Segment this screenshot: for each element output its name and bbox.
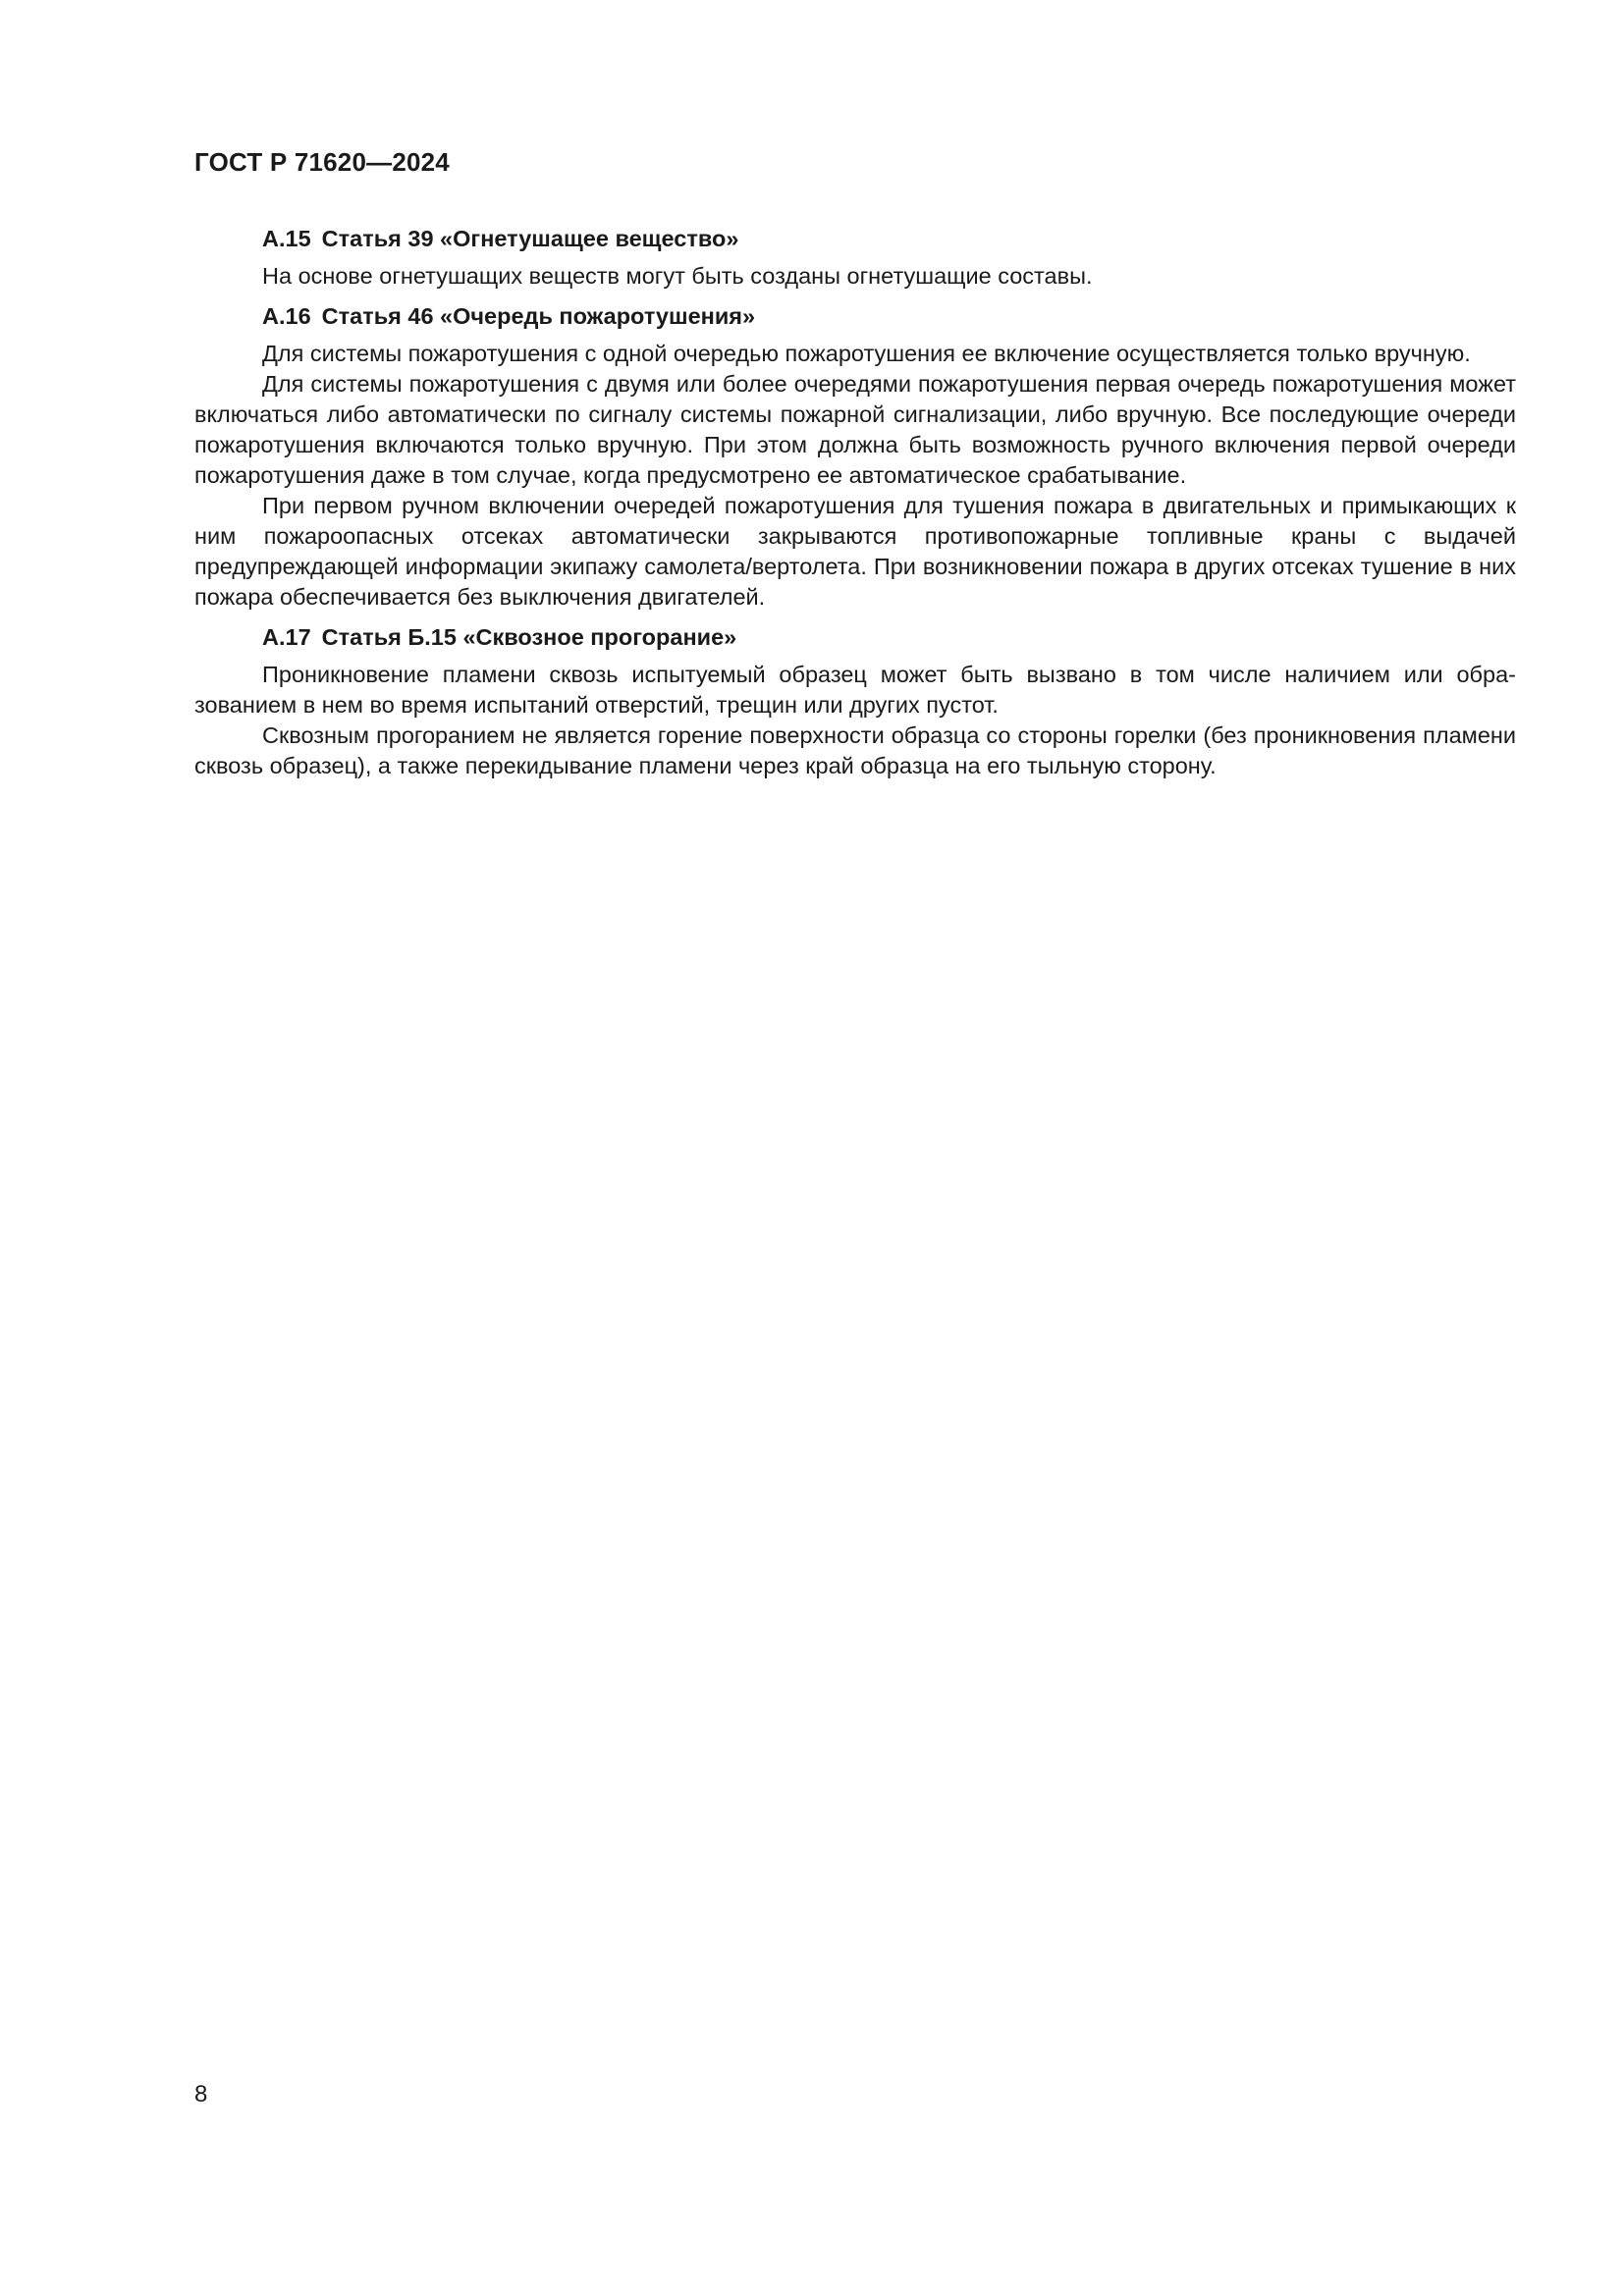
section-title: Статья Б.15 «Сквозное прогорание» [321, 624, 737, 650]
paragraph: Сквозным прогоранием не является горение поверхности образца со стороны горелки (без проникновения пламени сквозь образец), а также перекидывание пламени через край образца на его тыльную сторону. [194, 722, 1516, 778]
document-header: ГОСТ Р 71620—2024 [194, 147, 450, 177]
section-number: А.16 [262, 303, 311, 329]
page-number: 8 [194, 2081, 208, 2108]
document-body [194, 224, 1516, 791]
section-a17 [194, 622, 1516, 781]
section-a16 [194, 301, 1516, 613]
paragraph: При первом ручном включении очередей пожаротушения для тушения пожара в двигательных и примыкающих к ним пожароопасных отсеках автоматически закрываются противопожарные топливные краны с выдачей предупреждающей информации экипажу самолета/вертолета. При возникновении пожара в других отсеках тушение в них пожара обеспечивается без выключения двигателей. [194, 493, 1516, 610]
section-number: А.15 [262, 226, 311, 251]
section-title: Статья 46 «Очередь пожаротушения» [321, 303, 756, 329]
section-heading [194, 622, 1516, 653]
paragraph: Для системы пожаротушения с одной очередью пожаротушения ее включение осуществляется только вручную. [262, 341, 1471, 366]
section-a15 [194, 224, 1516, 292]
section-heading [194, 301, 1516, 332]
paragraph: Для системы пожаротушения с двумя или более очередями пожаротушения первая очередь пожаротушения может включаться либо автоматически по сигналу системы пожарной сигнализации, либо вручную. Все последующие очереди пожаротушения включаются только вручную. При этом должна быть возможность ручного включения первой очереди пожаротушения даже в том случае, когда предусмотрено ее автоматическое срабатывание. [194, 371, 1516, 488]
section-heading [194, 224, 1516, 254]
paragraph: На основе огнетушащих веществ могут быть созданы огнетушащие составы. [262, 263, 1093, 289]
paragraph: Проникновение пламени сквозь испытуемый образец может быть вызвано в том числе наличием или образованием в нем во время испытаний отверстий, трещин или других пустот. [194, 662, 1516, 718]
section-title: Статья 39 «Огнетушащее вещество» [321, 226, 739, 251]
section-number: А.17 [262, 624, 311, 650]
